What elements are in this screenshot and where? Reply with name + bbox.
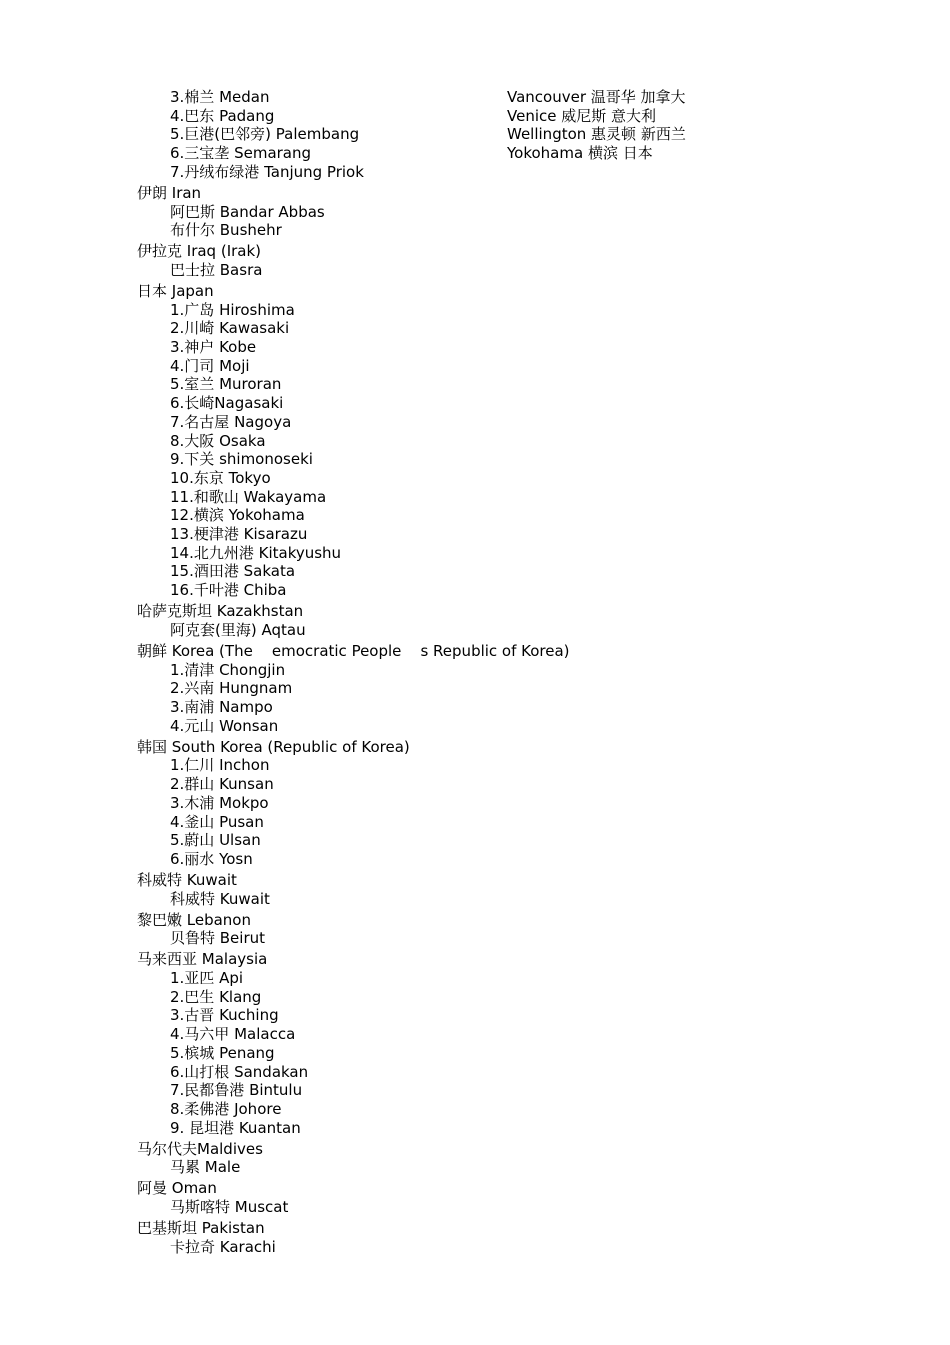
country-heading: 韩国 South Korea (Republic of Korea): [137, 737, 410, 756]
country-heading: 伊拉克 Iraq (Irak): [137, 242, 262, 261]
port-entry: 5.蔚山 Ulsan: [170, 831, 261, 850]
port-entry: 阿巴斯 Bandar Abbas: [170, 202, 325, 221]
city-entry: Yokohama 横滨 日本: [507, 144, 653, 163]
port-entry: 7.丹绒布绿港 Tanjung Priok: [170, 162, 364, 181]
port-entry: 3.南浦 Nampo: [170, 697, 273, 716]
port-entry: 贝鲁特 Beirut: [170, 929, 266, 948]
port-entry: 7.名古屋 Nagoya: [170, 412, 292, 431]
city-entry: Wellington 惠灵顿 新西兰: [507, 125, 686, 144]
country-heading: 马尔代夫Maldives: [137, 1139, 263, 1158]
port-entry: 9. 昆坦港 Kuantan: [170, 1118, 301, 1137]
city-entry: Venice 威尼斯 意大利: [507, 106, 657, 125]
port-entry: 5.巨港(巴邻旁) Palembang: [170, 125, 360, 144]
port-entry: 巴士拉 Basra: [170, 260, 263, 279]
port-entry: 5.槟城 Penang: [170, 1043, 275, 1062]
port-entry: 5.室兰 Muroran: [170, 375, 282, 394]
right-column: [507, 88, 807, 163]
city-entry: Vancouver 温哥华 加拿大: [507, 88, 686, 106]
country-heading: 哈萨克斯坦 Kazakhstan: [137, 602, 304, 621]
port-entry: 10.东京 Tokyo: [170, 468, 271, 487]
port-entry: 16.千叶港 Chiba: [170, 581, 287, 600]
port-entry: 4.釜山 Pusan: [170, 812, 264, 831]
port-entry: 6.山打根 Sandakan: [170, 1062, 309, 1081]
port-entry: 3.神户 Kobe: [170, 338, 257, 357]
port-entry: 卡拉奇 Karachi: [170, 1237, 276, 1256]
port-entry: 8.大阪 Osaka: [170, 431, 266, 450]
port-entry: 4.元山 Wonsan: [170, 716, 279, 735]
port-entry: 2.巴生 Klang: [170, 987, 262, 1006]
port-entry: 12.横滨 Yokohama: [170, 506, 305, 525]
left-column: [137, 88, 597, 1256]
port-entry: 2.川崎 Kawasaki: [170, 319, 290, 338]
port-entry: 科威特 Kuwait: [170, 889, 270, 908]
port-entry: 4.马六甲 Malacca: [170, 1025, 296, 1044]
port-entry: 3.棉兰 Medan: [170, 88, 270, 106]
country-heading: 日本 Japan: [137, 281, 214, 300]
port-entry: 15.酒田港 Sakata: [170, 562, 296, 581]
port-entry: 11.和歌山 Wakayama: [170, 487, 327, 506]
port-entry: 4.巴东 Padang: [170, 106, 275, 125]
port-entry: 1.广岛 Hiroshima: [170, 300, 295, 319]
port-entry: 9.下关 shimonoseki: [170, 450, 313, 469]
country-heading: 科威特 Kuwait: [137, 870, 237, 889]
port-entry: 3.古晋 Kuching: [170, 1006, 279, 1025]
port-entry: 1.亚匹 Api: [170, 969, 244, 988]
port-entry: 6.丽水 Yosn: [170, 849, 253, 868]
country-heading: 巴基斯坦 Pakistan: [137, 1219, 265, 1238]
port-entry: 1.清津 Chongjin: [170, 660, 286, 679]
port-entry: 6.三宝垄 Semarang: [170, 144, 312, 163]
port-entry: 8.柔佛港 Johore: [170, 1099, 282, 1118]
country-heading: 黎巴嫩 Lebanon: [137, 910, 251, 929]
port-entry: 4.门司 Moji: [170, 356, 250, 375]
port-entry: 1.仁川 Inchon: [170, 756, 270, 775]
port-entry: 7.民都鲁港 Bintulu: [170, 1081, 303, 1100]
port-entry: 2.兴南 Hungnam: [170, 679, 293, 698]
port-entry: 2.群山 Kunsan: [170, 775, 274, 794]
port-entry: 布什尔 Bushehr: [170, 221, 282, 240]
country-heading: 马来西亚 Malaysia: [137, 950, 268, 969]
port-entry: 马斯喀特 Muscat: [170, 1198, 289, 1217]
port-entry: 阿克套(里海) Aqtau: [170, 620, 306, 639]
country-heading: 伊朗 Iran: [137, 183, 202, 202]
port-entry: 13.梗津港 Kisarazu: [170, 525, 308, 544]
port-entry: 6.长崎Nagasaki: [170, 394, 284, 413]
port-entry: 14.北九州港 Kitakyushu: [170, 543, 342, 562]
port-entry: 马累 Male: [170, 1158, 241, 1177]
country-heading: 朝鲜 Korea (The emocratic People s Republic of Korea): [137, 641, 570, 660]
country-heading: 阿曼 Oman: [137, 1179, 217, 1198]
port-entry: 3.木浦 Mokpo: [170, 793, 269, 812]
